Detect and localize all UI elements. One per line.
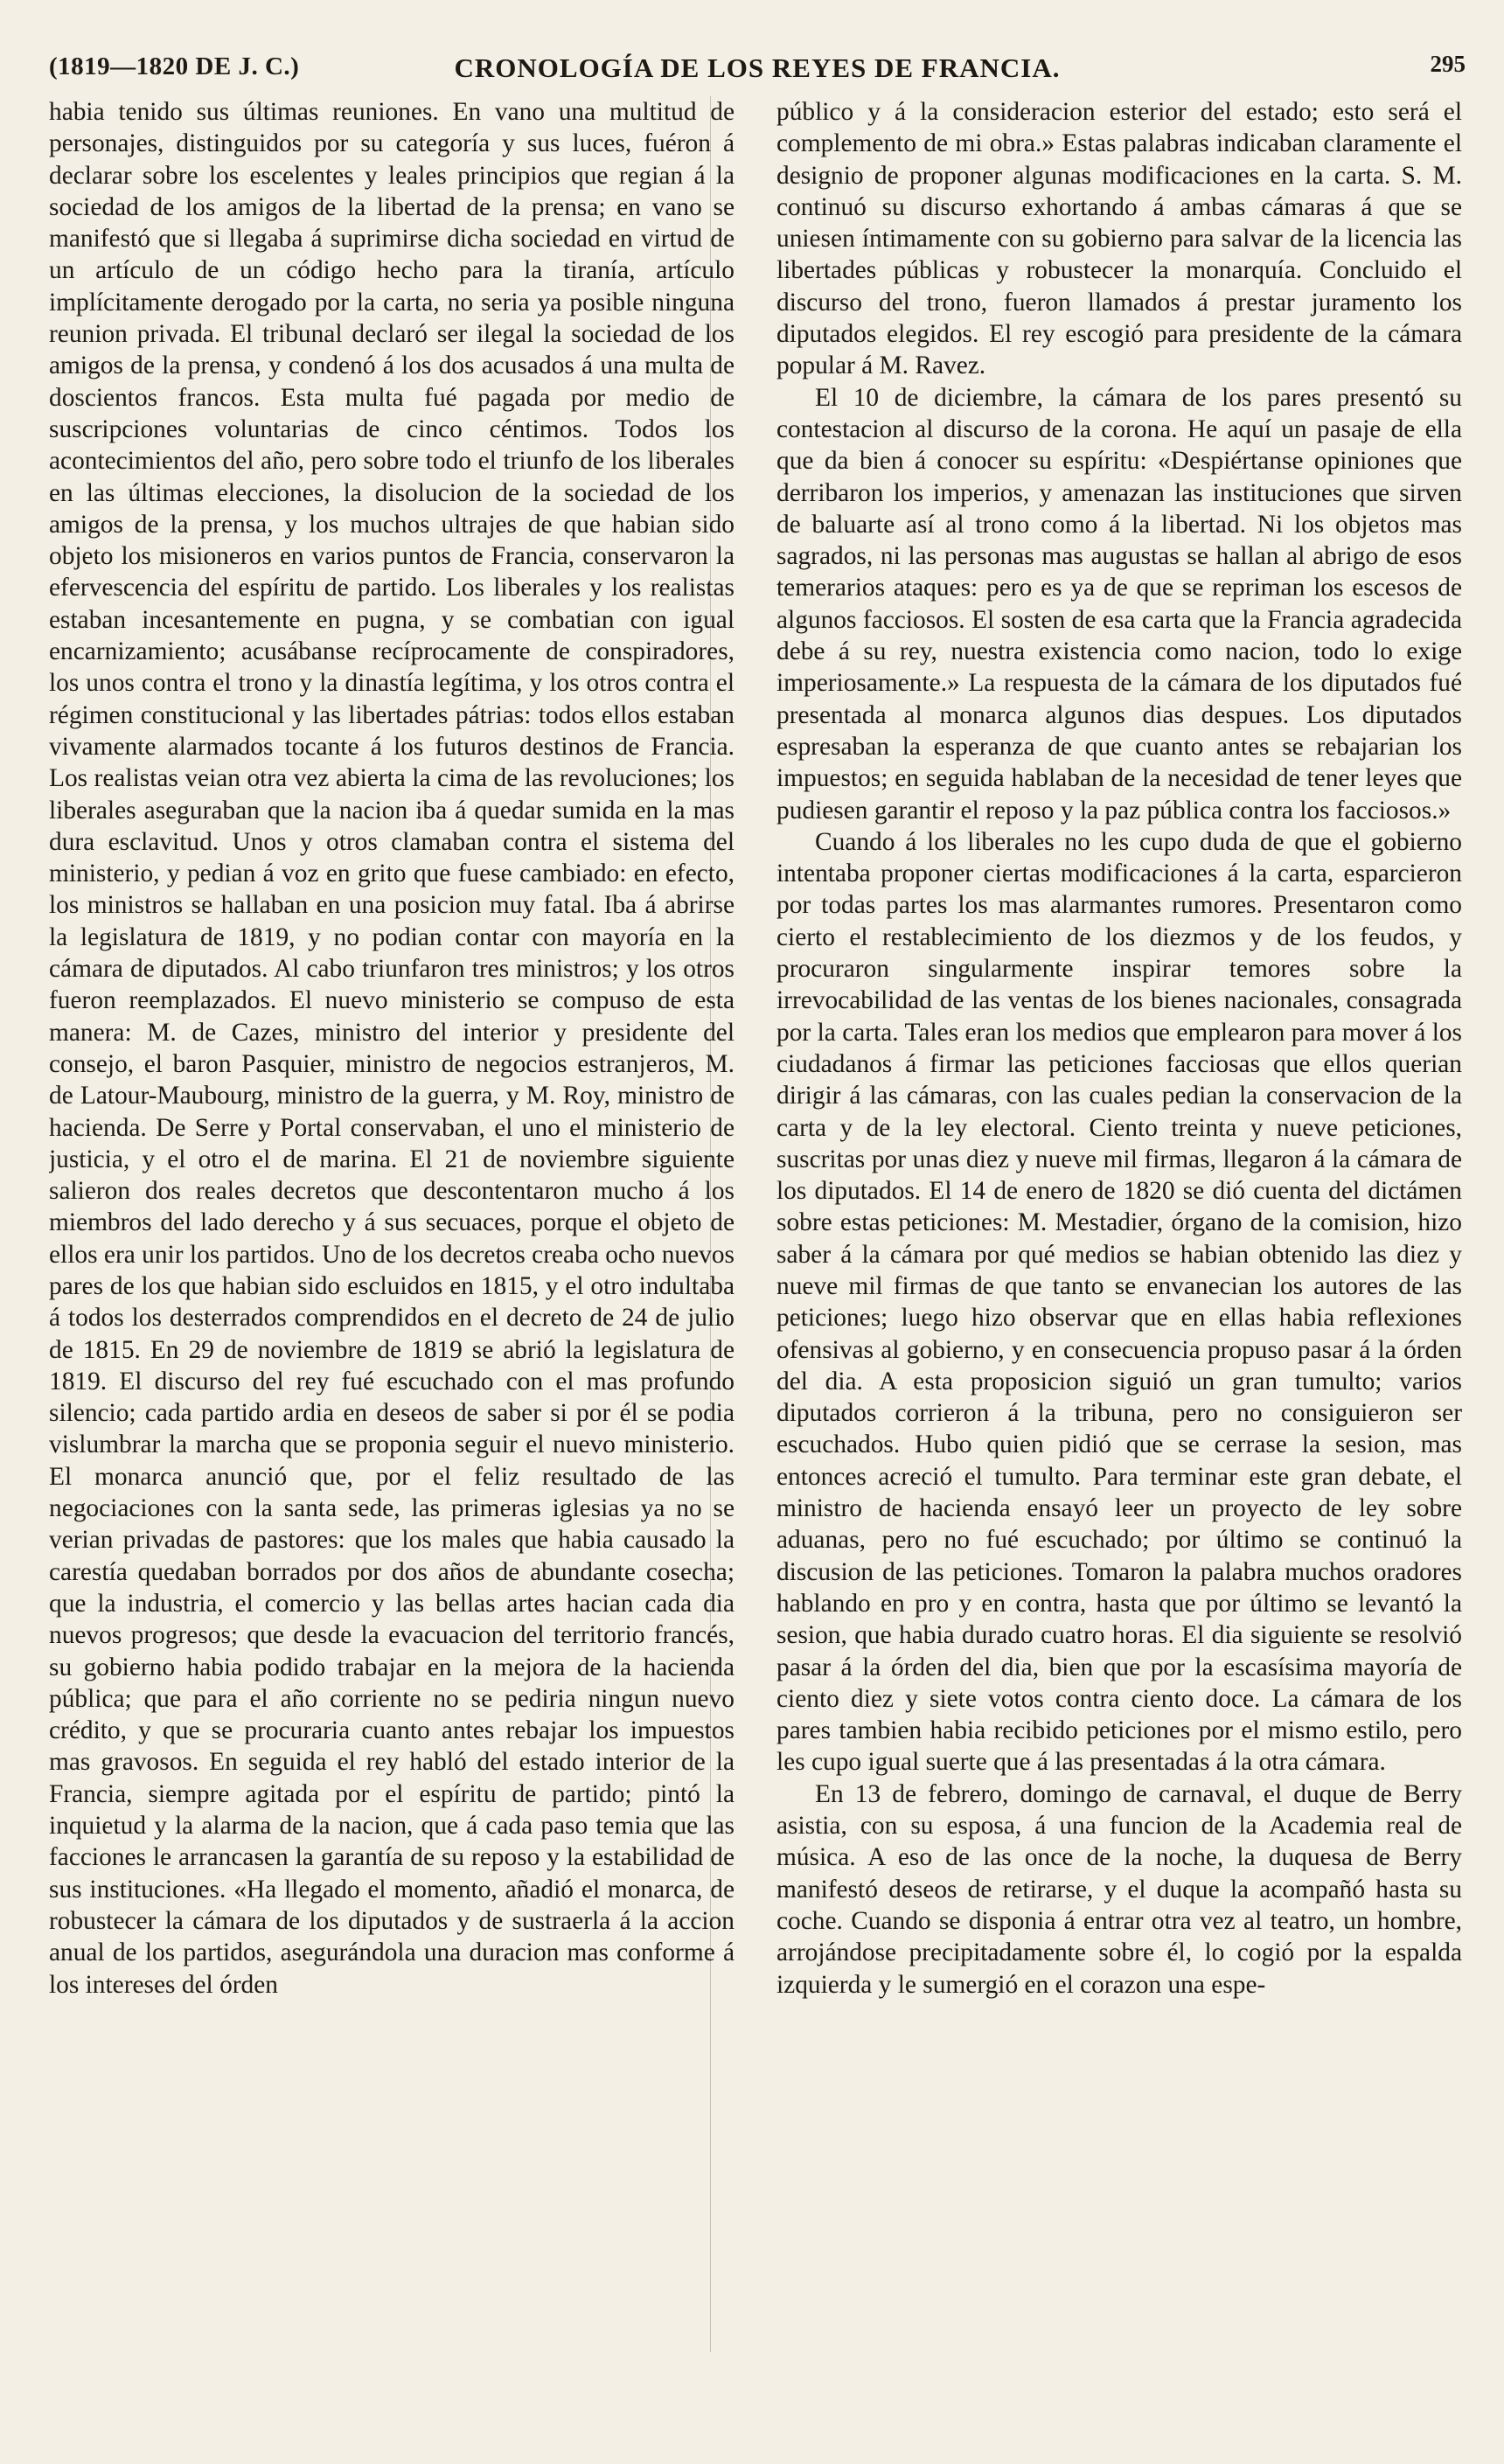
left-column [49, 96, 735, 2352]
paragraph: El 10 de diciembre, la cámara de los pares presentó su contestacion al discurso de la corona. He aquí un pasaje de ella que da bien á conocer su espíritu: «Despiértanse opiniones que derribaron los imperios, y amenazan las instituciones que sirven de baluarte así al trono como á la libertad. Ni los objetos mas sagrados, ni las personas mas augustas se hallan al abrigo de esos temerarios ataques: pero es ya de que se repriman los escesos de algunos facciosos. El sosten de esa carta que la Francia agradecida debe á su rey, nuestra existencia como nacion, todo lo exige imperiosamente.» La respuesta de la cámara de los diputados fué presentada al monarca algunos dias despues. Los diputados espresaban la esperanza de que cuanto antes se rebajarian los impuestos; en seguida hablaban de la necesidad de tener leyes que pudiesen garantir el reposo y la paz pública contra los facciosos.» [776, 383, 1462, 825]
running-header [49, 51, 1466, 96]
paragraph: habia tenido sus últimas reuniones. En vano una multitud de personajes, distinguidos por su categoría y sus luces, fuéron á declarar sobre los escelentes y leales principios que regian á la sociedad de los amigos de la libertad de la prensa; en vano se manifestó que si llegaba á suprimirse dicha sociedad en virtud de un artículo de un código hecho para la tiranía, artículo implícitamente derogado por la carta, no seria ya posible ninguna reunion privada. El tribunal declaró ser ilegal la sociedad de los amigos de la prensa, y condenó á los dos acusados á una multa de doscientos francos. Esta multa fué pagada por medio de suscripciones voluntarias de cinco céntimos. Todos los acontecimientos del año, pero sobre todo el triunfo de los liberales en las últimas elecciones, la disolucion de la sociedad de los amigos de la prensa, y los muchos ultrajes de que habian sido objeto los misioneros en varios puntos de Francia, conservaron la efervescencia del espíritu de partido. Los liberales y los realistas estaban incesantemente en pugna, y se combatian con igual encarnizamiento; acusábanse recíprocamente de conspiradores, los unos contra el trono y la dinastía legítima, y los otros contra el régimen constitucional y las libertades pátrias: todos ellos estaban vivamente alarmados tocante á los futuros destinos de Francia. Los realistas veian otra vez abierta la cima de las revoluciones; los liberales aseguraban que la nacion iba á quedar sumida en la mas dura esclavitud. Unos y otros clamaban contra el sistema del ministerio, y pedian á voz en grito que fuese cambiado: en efecto, los ministros se hallaban en una posicion muy fatal. Iba á abrirse la legislatura de 1819, y no podian contar con mayoría en la cámara de diputados. Al cabo triunfaron tres ministros; y los otros fueron reemplazados. El nuevo ministerio se compuso de esta manera: M. de Cazes, ministro del interior y presidente del consejo, el baron Pasquier, ministro de negocios estranjeros, M. de Latour-Maubourg, ministro de la guerra, y M. Roy, ministro de hacienda. De Serre y Portal conservaban, el uno el ministerio de justicia, y el otro el de marina. El 21 de noviembre siguiente salieron dos reales decretos que descontentaron mucho á los miembros del lado derecho y á sus secuaces, porque el objeto de ellos era unir los partidos. Uno de los decretos creaba ocho nuevos pares de los que habian sido escluidos en 1815, y el otro indultaba á todos los desterrados comprendidos en el decreto de 24 de julio de 1815. En 29 de noviembre de 1819 se abrió la legislatura de 1819. El discurso del rey fué escuchado con el mas profundo silencio; cada partido ardia en deseos de saber si por él se podia vislumbrar la marcha que se proponia seguir el nuevo ministerio. El monarca anunció que, por el feliz resultado de las negociaciones con la santa sede, las primeras iglesias ya no se verian privadas de pastores: que los males que habia causado la carestía quedaban borrados por dos años de abundante cosecha; que la industria, el comercio y las bellas artes hacian cada dia nuevos progresos; que desde la evacuacion del territorio francés, su gobierno habia podido trabajar en la mejora de la hacienda pública; que para el año corriente no se pediria ningun nuevo crédito, y que se procuraria cuanto antes rebajar los impuestos mas gravosos. En seguida el rey habló del estado interior de la Francia, siempre agitada por el espíritu de partido; pintó la inquietud y la alarma de la nacion, que á cada paso temia que las facciones le arrancasen la garantía de su reposo y la estabilidad de sus instituciones. «Ha llegado el momento, añadió el monarca, de robustecer la cámara de los diputados y de sustraerla á la accion anual de los partidos, asegurándola una duracion mas conforme á los intereses del órden [49, 98, 735, 1999]
right-column [776, 96, 1462, 2352]
paragraph: En 13 de febrero, domingo de carnaval, el duque de Berry asistia, con su esposa, á una funcion de la Academia real de música. A eso de las once de la noche, la duquesa de Berry manifestó deseos de retirarse, y el duque la acompañó hasta su coche. Cuando se disponia á entrar otra vez al teatro, un hombre, arrojándose precipitadamente sobre él, lo cogió por la espalda izquierda y le sumergió en el corazon una espe- [776, 1779, 1462, 1999]
header-years: (1819—1820 DE J. C.) [49, 52, 300, 80]
page-number: 295 [1430, 51, 1466, 77]
paragraph: público y á la consideracion esterior del estado; esto será el complemento de mi obra.» Estas palabras indicaban claramente el designio de proponer algunas modificaciones en la carta. S. M. continuó su discurso exhortando á ambas cámaras á que se uniesen íntimamente con su gobierno para salvar de la licencia las libertades públicas y robustecer la monarquía. Concluido el discurso del trono, fueron llamados á prestar juramento los diputados elegidos. El rey escogió para presidente de la cámara popular á M. Ravez. [776, 98, 1462, 380]
header-title: CRONOLOGÍA DE LOS REYES DE FRANCIA. [454, 52, 1061, 83]
text-columns [49, 96, 1462, 2352]
paragraph: Cuando á los liberales no les cupo duda de que el gobierno intentaba proponer ciertas modificaciones á la carta, esparcieron por todas partes los mas alarmantes rumores. Presentaron como cierto el restablecimiento de los diezmos y de los feudos, y procuraron singularmente inspirar temores sobre la irrevocabilidad de las ventas de los bienes nacionales, consagrada por la carta. Tales eran los medios que emplearon para mover á los ciudadanos á firmar las peticiones facciosas que ellos querian dirigir á las cámaras, con las cuales pedian la conservacion de la carta y de la ley electoral. Ciento treinta y nueve peticiones, suscritas por unas diez y nueve mil firmas, llegaron á la cámara de los diputados. El 14 de enero de 1820 se dió cuenta del dictámen sobre estas peticiones: M. Mestadier, órgano de la comision, hizo saber á la cámara por qué medios se habian obtenido las diez y nueve mil firmas de que tanto se envanecian los autores de las peticiones; luego hizo observar que en ellas habia reflexiones ofensivas al gobierno, y en consecuencia propuso pasar á la órden del dia. A esta proposicion siguió un gran tumulto; varios diputados corrieron á la tribuna, pero no consiguieron ser escuchados. Hubo quien pidió que se cerrase la sesion, mas entonces acreció el tumulto. Para terminar este gran debate, el ministro de hacienda ensayó leer un proyecto de ley sobre aduanas, pero no fué escuchado; por último se continuó la discusion de las peticiones. Tomaron la palabra muchos oradores hablando en pro y en contra, hasta que por último se levantó la sesion, que habia durado cuatro horas. El dia siguiente se resolvió pasar á la órden del dia, bien que por la escasísima mayoría de ciento diez y siete votos contra ciento doce. La cámara de los pares tambien habia recibido peticiones por el mismo estilo, pero les cupo igual suerte que á las presentadas á la otra cámara. [776, 827, 1462, 1777]
